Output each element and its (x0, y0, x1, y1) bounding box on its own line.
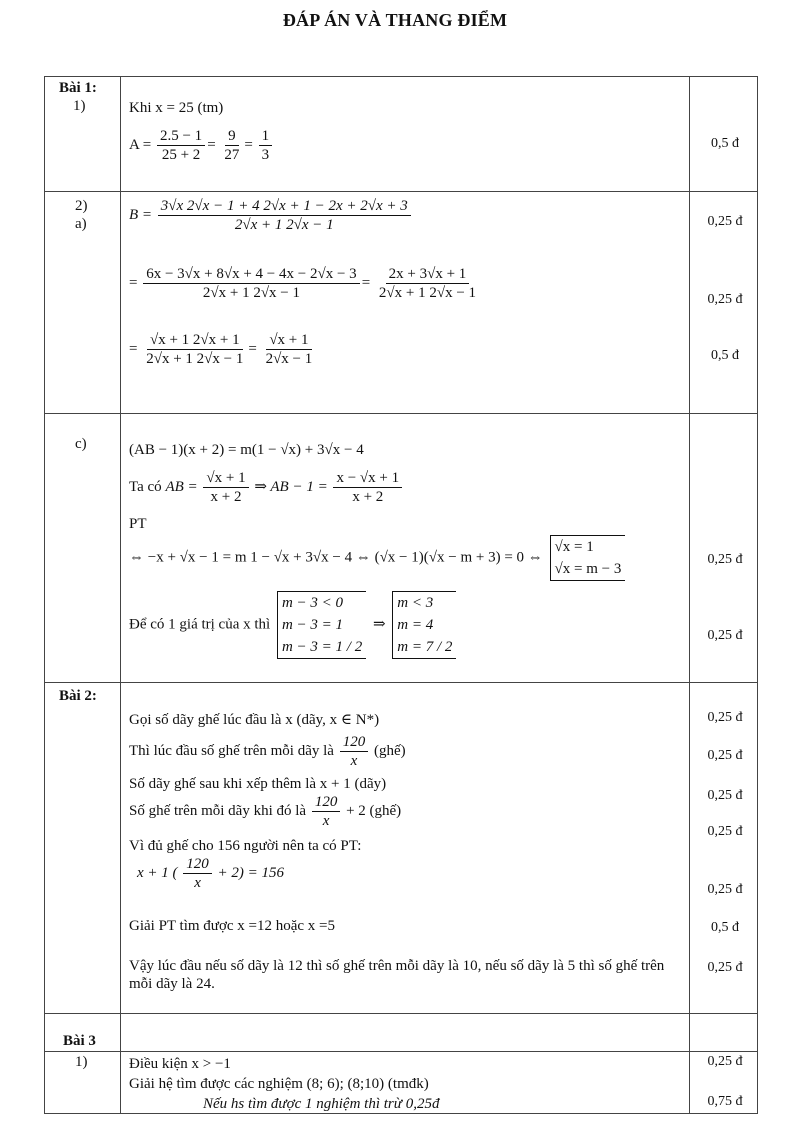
denominator: 3 (261, 147, 270, 163)
column-divider (120, 77, 121, 1113)
point-value: 0,25 đ (707, 292, 743, 307)
bai2-line-3: Số dãy ghế sau khi xếp thêm là x + 1 (dãy) (129, 776, 387, 792)
fraction (183, 855, 212, 892)
row-divider (45, 413, 757, 414)
text: x + 1 ( (137, 864, 178, 881)
system-line: m < 3 (397, 595, 434, 611)
bai1-part-1-line: Khi x = 25 (tm) (129, 100, 224, 116)
implies: ⇒ (372, 616, 386, 633)
point-value: 0,25 đ (707, 1054, 743, 1069)
bai1-part-1-equation: A = $\frac{2.5 - 1}{25 + 2}$ = $\frac{9}{27}$ = $\frac{1}{3}$ (129, 127, 274, 164)
fraction (221, 127, 242, 164)
bai3-note: Nếu hs tìm được 1 nghiệm thì trừ 0,25đ (203, 1096, 440, 1112)
fraction (312, 793, 341, 830)
denominator: x (350, 753, 358, 769)
numerator: 120 (340, 733, 369, 752)
c-pt-label: PT (129, 516, 147, 532)
fraction (143, 265, 359, 302)
bai2-line-2 (129, 733, 406, 770)
fraction (263, 331, 316, 368)
row-divider (45, 191, 757, 192)
text: Để có 1 giá trị của x thì (129, 616, 271, 633)
point-value: 0,25 đ (707, 824, 743, 839)
numerator: 6x − 3√x + 8√x + 4 − 4x − 2√x − 3 (143, 265, 359, 284)
system-line: m − 3 < 0 (281, 595, 344, 611)
text: + 2 (ghế) (346, 802, 402, 819)
bai3-label: Bài 3 (63, 1033, 96, 1049)
row-divider (45, 1013, 757, 1014)
fraction (259, 127, 273, 164)
point-value: 0,25 đ (707, 788, 743, 803)
denominator: 2√x + 1 2√x − 1 (146, 351, 244, 367)
bai2-line-1: Gọi số dãy ghế lúc đầu là x (dãy, x ∈ N*) (129, 712, 380, 728)
bai2-line-4 (129, 793, 401, 830)
bai2-label: Bài 2: (59, 688, 97, 704)
point-value: 0,25 đ (707, 552, 743, 567)
bai3-line-1: Điều kiện x > −1 (129, 1056, 231, 1072)
page-title: ĐÁP ÁN VÀ THANG ĐIỂM (282, 10, 508, 30)
denominator: x + 2 (210, 489, 242, 505)
system-line: √x = m − 3 (554, 561, 622, 577)
text: Số ghế trên mỗi dãy khi đó là (129, 802, 307, 819)
fraction (333, 469, 402, 506)
denominator: 2√x − 1 (265, 351, 313, 367)
point-value: 0,25 đ (707, 628, 743, 643)
bai3-line-2: Giải hệ tìm được các nghiệm (8; 6); (8;10) (tmđk) (129, 1076, 429, 1092)
fraction (340, 733, 369, 770)
c-equivalence (129, 535, 628, 581)
numerator: 2.5 − 1 (157, 127, 205, 146)
numerator: 120 (312, 793, 341, 812)
fraction (203, 469, 248, 506)
bai3-part-1-number: 1) (75, 1054, 88, 1070)
denominator: 2√x + 1 2√x − 1 (234, 217, 334, 233)
point-value: 0,75 đ (707, 1094, 743, 1109)
numerator: √x + 1 (203, 469, 248, 488)
denominator: 27 (224, 147, 240, 163)
fraction (157, 127, 205, 164)
c-equation: (AB − 1)(x + 2) = m(1 − √x) + 3√x − 4 (129, 442, 364, 458)
fraction (143, 331, 246, 368)
numerator: 2x + 3√x + 1 (386, 265, 470, 284)
c-taco-line (129, 469, 404, 506)
bai2-line-6 (137, 855, 284, 892)
system-bracket (277, 591, 366, 659)
denominator: 2√x + 1 2√x − 1 (378, 285, 477, 301)
denominator: x (194, 875, 201, 891)
numerator: 9 (225, 127, 239, 146)
denominator: x (322, 813, 330, 829)
row-divider (45, 1051, 757, 1052)
eq-lhs: B = (129, 206, 153, 223)
bai2-line-5: Vì đủ ghế cho 156 người nên ta có PT: (129, 838, 362, 854)
fraction (158, 197, 411, 234)
numerator: 3√x 2√x − 1 + 4 2√x + 1 − 2x + 2√x + 3 (158, 197, 411, 216)
c-condition (129, 591, 459, 659)
equivalence-chain: ⇔ −x + √x − 1 = m 1 − √x + 3√x − 4 ⇔ (√x − 1)(√x − m + 3) = 0 ⇔ (129, 549, 543, 566)
point-value: 0,25 đ (707, 214, 743, 229)
b-simplify-step-1: = $\frac{6x - 3√x + 8√x + 4 - 4x - 2√x - 3}{2√x + 1 2√x - 1}$ = $\frac{2x + 3√x + 1}{2√x + 1 2√x - 1}$ (129, 265, 481, 302)
eq-lhs: AB = (165, 478, 198, 495)
system-line: m − 3 = 1 (281, 617, 344, 633)
point-value: 0,5 đ (711, 348, 739, 363)
numerator: √x + 1 2√x + 1 (147, 331, 243, 350)
text: + 2) = 156 (217, 864, 285, 881)
column-divider (689, 77, 690, 1113)
bai1-part-1-number: 1) (73, 98, 86, 114)
text: Thì lúc đầu số ghế trên mỗi dãy là (129, 742, 334, 759)
point-value: 0,25 đ (707, 882, 743, 897)
text: Ta có (129, 478, 162, 495)
b-expression (129, 197, 413, 234)
denominator: x + 2 (352, 489, 384, 505)
system-line: m = 4 (397, 617, 434, 633)
point-value: 0,25 đ (707, 960, 743, 975)
system-line: m − 3 = 1 / 2 (281, 639, 363, 655)
numerator: 120 (183, 855, 212, 874)
point-value: 0,25 đ (707, 710, 743, 725)
numerator: x − √x + 1 (333, 469, 402, 488)
point-value: 0,5 đ (711, 136, 739, 151)
implies: ⇒ AB − 1 = (254, 478, 328, 495)
point-value: 0,5 đ (711, 920, 739, 935)
system-line: √x = 1 (554, 539, 594, 555)
denominator: 25 + 2 (161, 147, 201, 163)
point-value: 0,25 đ (707, 748, 743, 763)
row-divider (45, 682, 757, 683)
bai1-part-c-label: c) (75, 436, 87, 452)
system-line: m = 7 / 2 (397, 639, 453, 655)
bai1-part-2-number: 2) (75, 198, 88, 214)
answer-table (44, 76, 758, 1114)
bai1-part-2a-label: a) (75, 216, 87, 232)
bai2-line-8: Vậy lúc đầu nếu số dãy là 12 thì số ghế trên mỗi dãy là 10, nếu số dãy là 5 thì số ghế trên mỗi dãy là 24. (129, 958, 665, 992)
numerator: 1 (259, 127, 273, 146)
b-simplify-step-2: = $\frac{√x + 1 2√x + 1}{2√x + 1 2√x - 1}$ = $\frac{√x + 1}{2√x - 1}$ (129, 331, 317, 368)
system-bracket (550, 535, 626, 581)
fraction (376, 265, 479, 302)
numerator: √x + 1 (266, 331, 311, 350)
text: (ghế) (373, 742, 406, 759)
eq-lhs: A = (129, 136, 152, 153)
bai2-line-7: Giải PT tìm được x =12 hoặc x =5 (129, 918, 336, 934)
bai1-label: Bài 1: (59, 80, 97, 96)
system-bracket (392, 591, 456, 659)
denominator: 2√x + 1 2√x − 1 (202, 285, 301, 301)
